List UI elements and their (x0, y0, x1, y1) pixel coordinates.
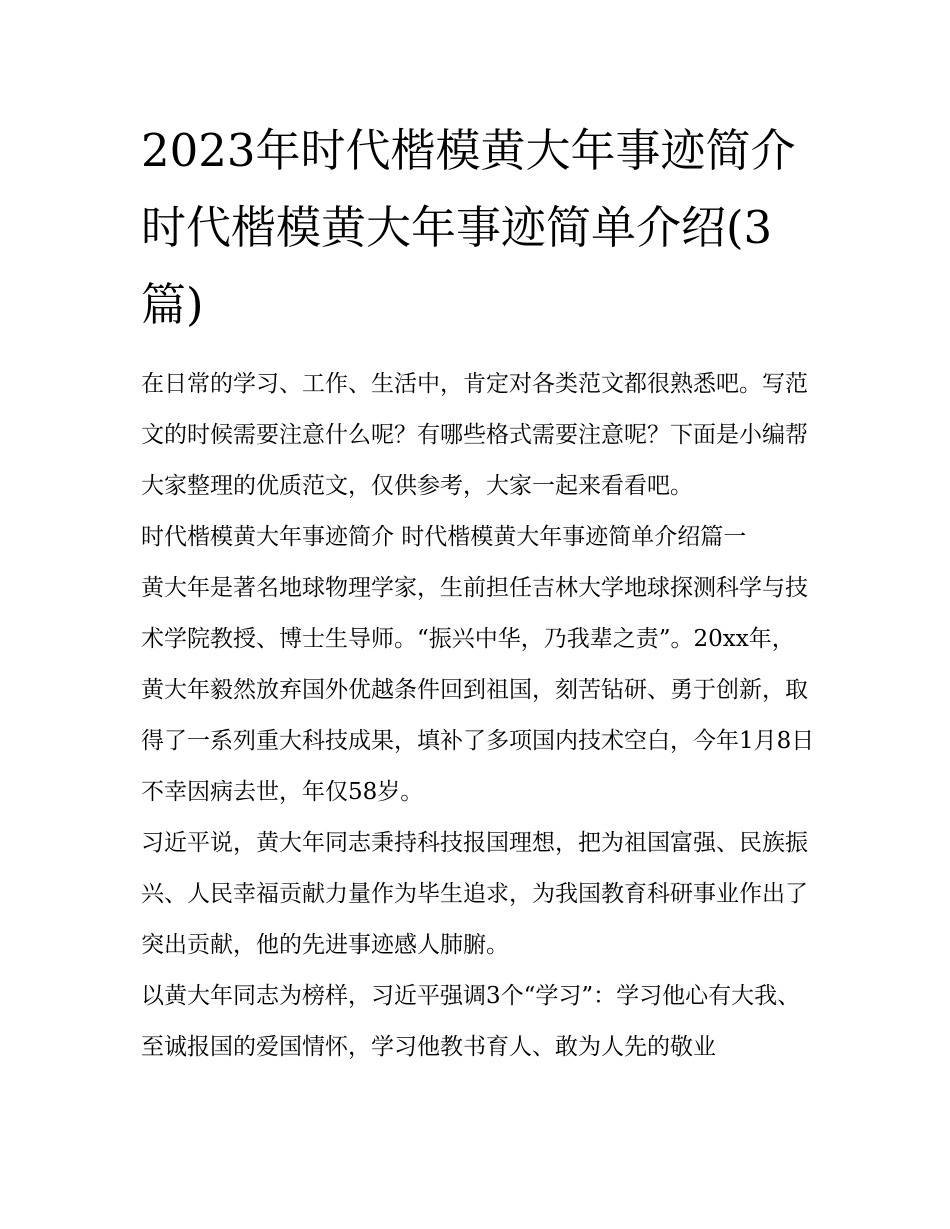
paragraph-study: 以黄大年同志为榜样，习近平强调3个“学习”：学习他心有大我、至诚报国的爱国情怀，学习他教书育人、敢为人先的敬业 (141, 983, 801, 1060)
document-title: 2023年时代楷模黄大年事迹简介 时代楷模黄大年事迹简单介绍(3篇) (141, 124, 796, 331)
paragraph-section-heading: 时代楷模黄大年事迹简介 时代楷模黄大年事迹简单介绍篇一 (141, 524, 747, 550)
paragraph-biography: 黄大年是著名地球物理学家，生前担任吉林大学地球探测科学与技术学院教授、博士生导师。“振兴中华，乃我辈之责”。20xx年，黄大年毅然放弃国外优越条件回到祖国，刻苦钻研、勇于创新，取得了一系列重大科技成果，填补了多项国内技术空白，今年1月8日不幸因病去世，年仅58岁。 (141, 575, 815, 805)
document-body (141, 359, 816, 1073)
paragraph-intro: 在日常的学习、工作、生活中，肯定对各类范文都很熟悉吧。写范文的时候需要注意什么呢？有哪些格式需要注意呢？下面是小编帮大家整理的优质范文，仅供参考，大家一起来看看吧。 (141, 371, 808, 499)
paragraph-quote: 习近平说，黄大年同志秉持科技报国理想，把为祖国富强、民族振兴、人民幸福贡献力量作为毕生追求，为我国教育科研事业作出了突出贡献，他的先进事迹感人肺腑。 (141, 830, 808, 958)
document-page (141, 112, 816, 1073)
